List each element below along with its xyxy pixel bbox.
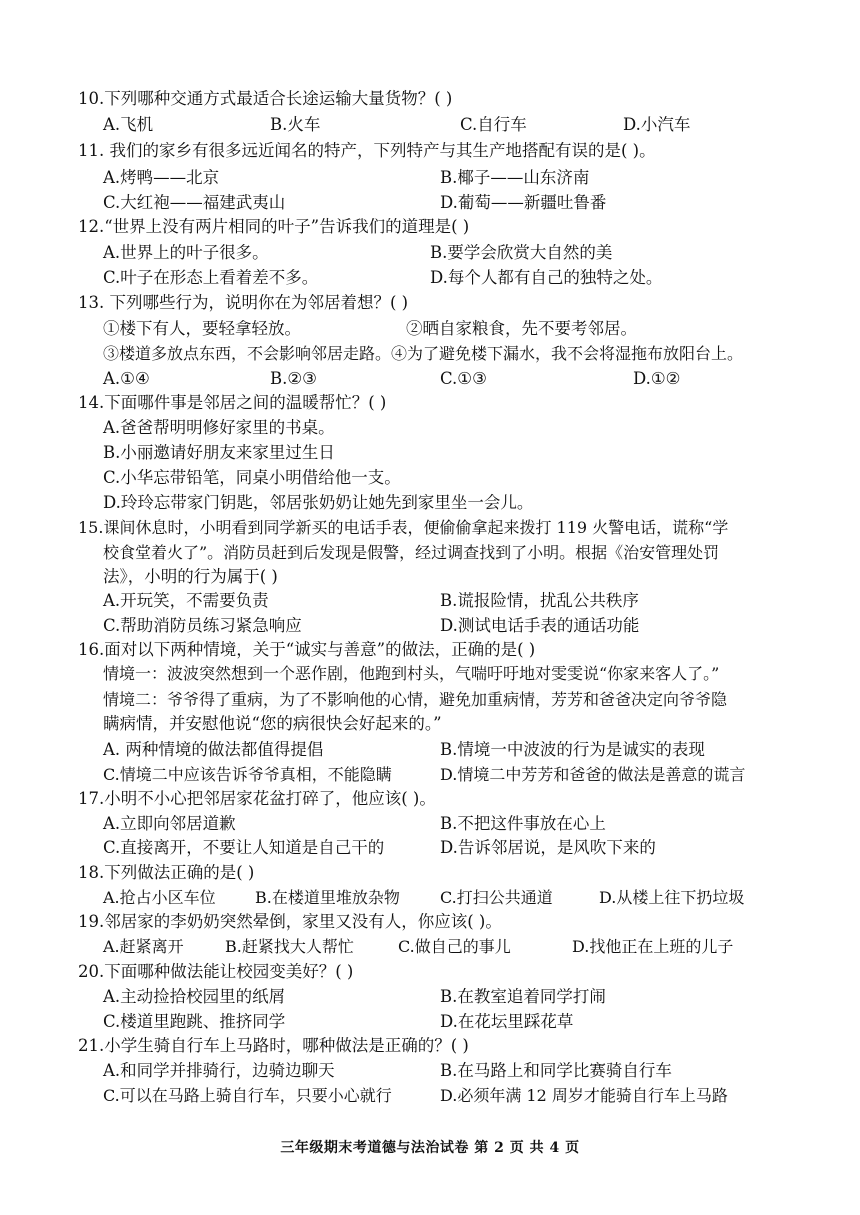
option-b: B.谎报险情，扰乱公共秩序 (440, 591, 639, 610)
option-a: A.主动捡拾校园里的纸屑 (103, 987, 286, 1006)
question-11-stem: 11. 我们的家乡有很多远近闻名的特产，下列特产与其生产地搭配有误的是( )。 (78, 141, 656, 160)
option-d: D.每个人都有自己的独特之处。 (430, 268, 663, 287)
scenario-2-line1: 情境二：爷爷得了重病，为了不影响他的心情，避免加重病情，芳芳和爸爸决定向爷爷隐 (103, 690, 728, 709)
question-15-stem-line3: 法》，小明的行为属于( ) (103, 567, 278, 586)
option-b: B.在马路上和同学比赛骑自行车 (440, 1061, 672, 1080)
scenario-1: 情境一：波波突然想到一个恶作剧，他跑到村头，气喘吁吁地对雯雯说“你家来客人了。” (103, 664, 720, 683)
question-10-stem: 10.下列哪种交通方式最适合长途运输大量货物？( ) (78, 89, 453, 108)
option-c: C.叶子在形态上看着差不多。 (103, 268, 319, 287)
page-footer: 三年级期末考道德与法治试卷 第 2 页 共 4 页 (280, 1140, 580, 1156)
question-13-stem: 13. 下列哪些行为，说明你在为邻居着想？( ) (78, 293, 409, 312)
statement-2: ②晒自家粮食，先不要考邻居。 (406, 319, 637, 338)
option-a: A.和同学并排骑行，边骑边聊天 (103, 1061, 335, 1080)
option-b: B.在教室追着同学打闹 (440, 987, 606, 1006)
question-12-stem: 12.“世界上没有两片相同的叶子”告诉我们的道理是( ) (78, 217, 470, 236)
option-a: A.①④ (103, 369, 150, 388)
option-c: C.①③ (440, 369, 487, 388)
option-d: D.葡萄——新疆吐鲁番 (440, 193, 607, 212)
statement-1: ①楼下有人，要轻拿轻放。 (103, 319, 301, 338)
option-d: D.情境二中芳芳和爸爸的做法是善意的谎言 (440, 765, 746, 784)
option-d: D.①② (633, 369, 681, 388)
option-d: D.从楼上往下扔垃圾 (599, 888, 745, 907)
option-b: B.小丽邀请好朋友来家里过生日 (103, 443, 335, 462)
option-a: A.开玩笑，不需要负责 (103, 591, 269, 610)
option-d: D.测试电话手表的通话功能 (440, 616, 640, 635)
option-d: D.告诉邻居说，是风吹下来的 (440, 838, 656, 857)
option-b: B.赶紧找大人帮忙 (225, 937, 354, 956)
option-a: A.抢占小区车位 (103, 888, 216, 907)
option-b: B.不把这件事放在心上 (440, 814, 606, 833)
question-20-stem: 20.下面哪种做法能让校园变美好？( ) (78, 962, 354, 981)
option-c: C.直接离开，不要让人知道是自己干的 (103, 838, 385, 857)
option-a: A.立即向邻居道歉 (103, 814, 236, 833)
scenario-2-line2: 瞒病情，并安慰他说“您的病很快会好起来的。” (103, 714, 442, 733)
option-b: B.要学会欣赏大自然的美 (430, 243, 613, 262)
question-18-stem: 18.下列做法正确的是( ) (78, 863, 255, 882)
option-a: A.爸爸帮明明修好家里的书桌。 (103, 418, 335, 437)
option-c: C.楼道里跑跳、推挤同学 (103, 1012, 286, 1031)
question-13-statements-row2: ③楼道多放点东西，不会影响邻居走路。④为了避免楼下漏水，我不会将湿拖布放阳台上。 (103, 344, 744, 363)
option-b: B.在楼道里堆放杂物 (255, 888, 400, 907)
option-a: A.赶紧离开 (103, 937, 184, 956)
question-14-stem: 14.下面哪件事是邻居之间的温暖帮忙？( ) (78, 393, 387, 412)
option-d: D.必须年满 12 周岁才能骑自行车上马路 (440, 1086, 728, 1105)
option-a: A.世界上的叶子很多。 (103, 243, 269, 262)
question-19-stem: 19.邻居家的李奶奶突然晕倒，家里又没有人，你应该( )。 (78, 912, 502, 931)
option-b: B.椰子——山东济南 (440, 168, 590, 187)
option-b: B.火车 (270, 115, 321, 134)
option-a: A.飞机 (103, 115, 154, 134)
option-b: B.情境一中波波的行为是诚实的表现 (440, 740, 705, 759)
option-c: C.大红袍——福建武夷山 (103, 193, 286, 212)
option-c: C.自行车 (460, 115, 527, 134)
option-b: B.②③ (270, 369, 317, 388)
option-d: D.小汽车 (623, 115, 691, 134)
option-c: C.帮助消防员练习紧急响应 (103, 616, 302, 635)
option-c: C.可以在马路上骑自行车，只要小心就行 (103, 1086, 392, 1105)
option-c: C.小华忘带铅笔，同桌小明借给他一支。 (103, 468, 401, 487)
option-d: D.在花坛里踩花草 (440, 1012, 574, 1031)
option-c: C.做自己的事儿 (398, 937, 511, 956)
question-15-stem-line1: 15.课间休息时，小明看到同学新买的电话手表，便偷偷拿起来拨打 119 火警电话，谎称“学 (78, 518, 729, 537)
question-21-stem: 21.小学生骑自行车上马路时，哪种做法是正确的？( ) (78, 1036, 469, 1055)
option-a: A.烤鸭——北京 (103, 168, 220, 187)
option-a: A. 两种情境的做法都值得提倡 (103, 740, 324, 759)
question-17-stem: 17.小明不小心把邻居家花盆打碎了，他应该( )。 (78, 789, 436, 808)
option-c: C.打扫公共通道 (440, 888, 553, 907)
option-d: D.找他正在上班的儿子 (572, 937, 734, 956)
option-d: D.玲玲忘带家门钥匙，邻居张奶奶让她先到家里坐一会儿。 (103, 493, 534, 512)
question-15-stem-line2: 校食堂着火了”。消防员赶到后发现是假警，经过调查找到了小明。根据《治安管理处罚 (103, 543, 720, 562)
option-c: C.情境二中应该告诉爷爷真相，不能隐瞒 (103, 765, 392, 784)
question-16-stem: 16.面对以下两种情境，关于“诚实与善意”的做法，正确的是( ) (78, 640, 536, 659)
